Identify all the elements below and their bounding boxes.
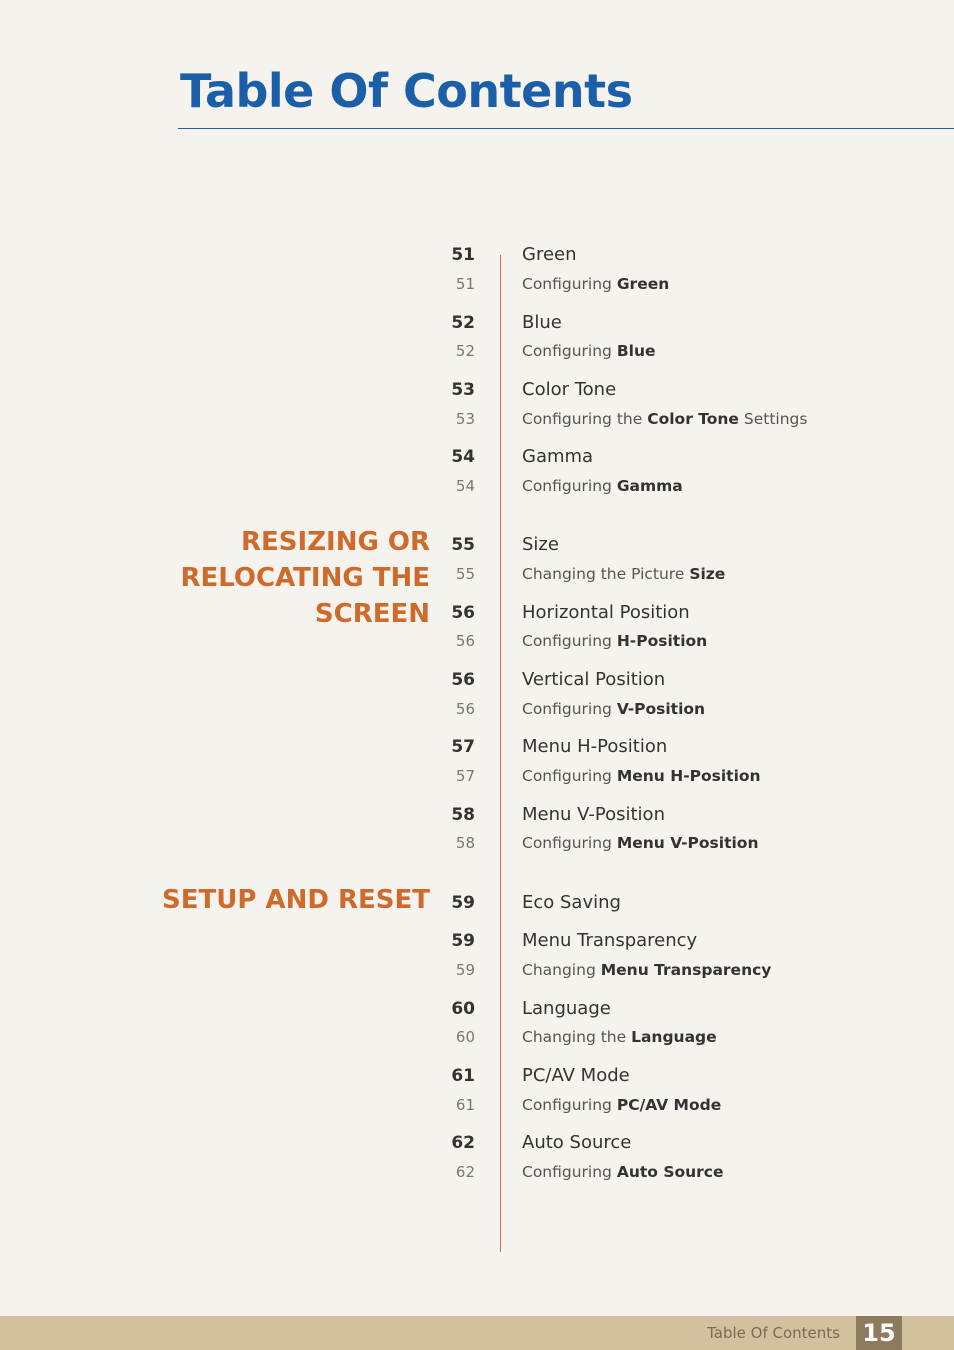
toc-page-number: 54 xyxy=(451,447,475,467)
toc-page-number: 57 xyxy=(455,767,475,785)
toc-subentry[interactable] xyxy=(0,958,954,982)
toc-page-number: 60 xyxy=(455,1028,475,1046)
toc-subentry-text: Changing the Language xyxy=(522,1028,717,1046)
toc-entry[interactable] xyxy=(0,601,954,625)
toc-entry-title: Auto Source xyxy=(522,1132,632,1153)
footer-label: Table Of Contents xyxy=(707,1324,840,1342)
toc-entry[interactable] xyxy=(0,735,954,759)
toc-entry-title: Horizontal Position xyxy=(522,602,690,623)
toc-subentry-text: Configuring Blue xyxy=(522,342,656,360)
toc-entry[interactable] xyxy=(0,445,954,469)
toc-subentry-text: Configuring Gamma xyxy=(522,477,683,495)
toc-subentry[interactable] xyxy=(0,1025,954,1049)
toc-page-number: 61 xyxy=(455,1096,475,1114)
toc-subentry[interactable] xyxy=(0,407,954,431)
section-heading-line: SETUP AND RESET xyxy=(162,885,430,915)
toc-entry[interactable] xyxy=(0,929,954,953)
toc-entry[interactable] xyxy=(0,378,954,402)
toc-entry-title: Size xyxy=(522,534,559,555)
toc-entry-title: Green xyxy=(522,244,577,265)
toc-entry-title: Color Tone xyxy=(522,379,617,400)
toc-subentry[interactable] xyxy=(0,629,954,653)
toc-page-number: 60 xyxy=(451,999,475,1019)
toc-page-number: 56 xyxy=(455,632,475,650)
toc-subentry-text: Configuring Menu H-Position xyxy=(522,767,761,785)
toc-subentry-text: Configuring V-Position xyxy=(522,700,706,718)
toc-page-number: 58 xyxy=(451,805,475,825)
toc-entry[interactable] xyxy=(0,803,954,827)
toc-entry-title: Menu Transparency xyxy=(522,930,698,951)
toc-subentry[interactable] xyxy=(0,764,954,788)
toc-page-number: 57 xyxy=(451,737,475,757)
toc-entry-title: Menu V-Position xyxy=(522,804,665,825)
page-title: Table Of Contents xyxy=(180,64,633,118)
toc-page-number: 56 xyxy=(451,670,475,690)
toc-entry-title: Vertical Position xyxy=(522,669,666,690)
toc-page-number: 59 xyxy=(451,931,475,951)
toc-subentry[interactable] xyxy=(0,562,954,586)
toc-subentry-text: Configuring PC/AV Mode xyxy=(522,1096,722,1114)
toc-subentry-text: Configuring Auto Source xyxy=(522,1163,724,1181)
toc-entry[interactable] xyxy=(0,1131,954,1155)
toc-subentry[interactable] xyxy=(0,1093,954,1117)
toc-page-number: 54 xyxy=(455,477,475,495)
toc-entry[interactable] xyxy=(0,311,954,335)
section-heading-line: RESIZING OR xyxy=(241,527,430,557)
toc-subentry-text: Changing Menu Transparency xyxy=(522,961,772,979)
toc-page-number: 59 xyxy=(455,961,475,979)
toc-page-number: 52 xyxy=(455,342,475,360)
toc-subentry-text: Configuring Green xyxy=(522,275,670,293)
toc-entry[interactable] xyxy=(0,533,954,557)
toc-entry-title: Eco Saving xyxy=(522,892,621,913)
toc-page-number: 51 xyxy=(451,245,475,265)
toc-page-number: 56 xyxy=(451,603,475,623)
toc-page-number: 52 xyxy=(451,313,475,333)
toc-subentry[interactable] xyxy=(0,1160,954,1184)
toc-page-number: 59 xyxy=(451,893,475,913)
toc-page-number: 61 xyxy=(451,1066,475,1086)
toc-subentry[interactable] xyxy=(0,697,954,721)
toc-subentry[interactable] xyxy=(0,339,954,363)
toc-entry[interactable] xyxy=(0,891,954,915)
toc-entry-title: Blue xyxy=(522,312,562,333)
toc-subentry[interactable] xyxy=(0,831,954,855)
toc-page-number: 55 xyxy=(455,565,475,583)
toc-entry-title: Gamma xyxy=(522,446,594,467)
toc-entry-title: Menu H-Position xyxy=(522,736,668,757)
toc-entry-title: PC/AV Mode xyxy=(522,1065,630,1086)
toc-entry[interactable] xyxy=(0,1064,954,1088)
title-rule xyxy=(178,128,954,129)
toc-entry[interactable] xyxy=(0,668,954,692)
toc-subentry-text: Configuring Menu V-Position xyxy=(522,834,759,852)
toc-page-number: 62 xyxy=(451,1133,475,1153)
toc-page-number: 51 xyxy=(455,275,475,293)
toc-page-number: 53 xyxy=(455,410,475,428)
section-heading-line: RELOCATING THE xyxy=(180,563,430,593)
toc-subentry[interactable] xyxy=(0,272,954,296)
section-heading-line: SCREEN xyxy=(314,599,430,629)
toc-page-number: 56 xyxy=(455,700,475,718)
page-number-badge: 15 xyxy=(856,1316,902,1350)
toc-page-number: 53 xyxy=(451,380,475,400)
toc-entry[interactable] xyxy=(0,243,954,267)
toc-subentry-text: Configuring H-Position xyxy=(522,632,708,650)
toc-subentry-text: Configuring the Color Tone Settings xyxy=(522,410,808,428)
toc-entry-title: Language xyxy=(522,998,611,1019)
footer-bar xyxy=(0,1316,954,1350)
toc-page-number: 55 xyxy=(451,535,475,555)
toc-page-number: 62 xyxy=(455,1163,475,1181)
toc-entry[interactable] xyxy=(0,997,954,1021)
toc-subentry[interactable] xyxy=(0,474,954,498)
toc-page-number: 58 xyxy=(455,834,475,852)
toc-subentry-text: Changing the Picture Size xyxy=(522,565,726,583)
